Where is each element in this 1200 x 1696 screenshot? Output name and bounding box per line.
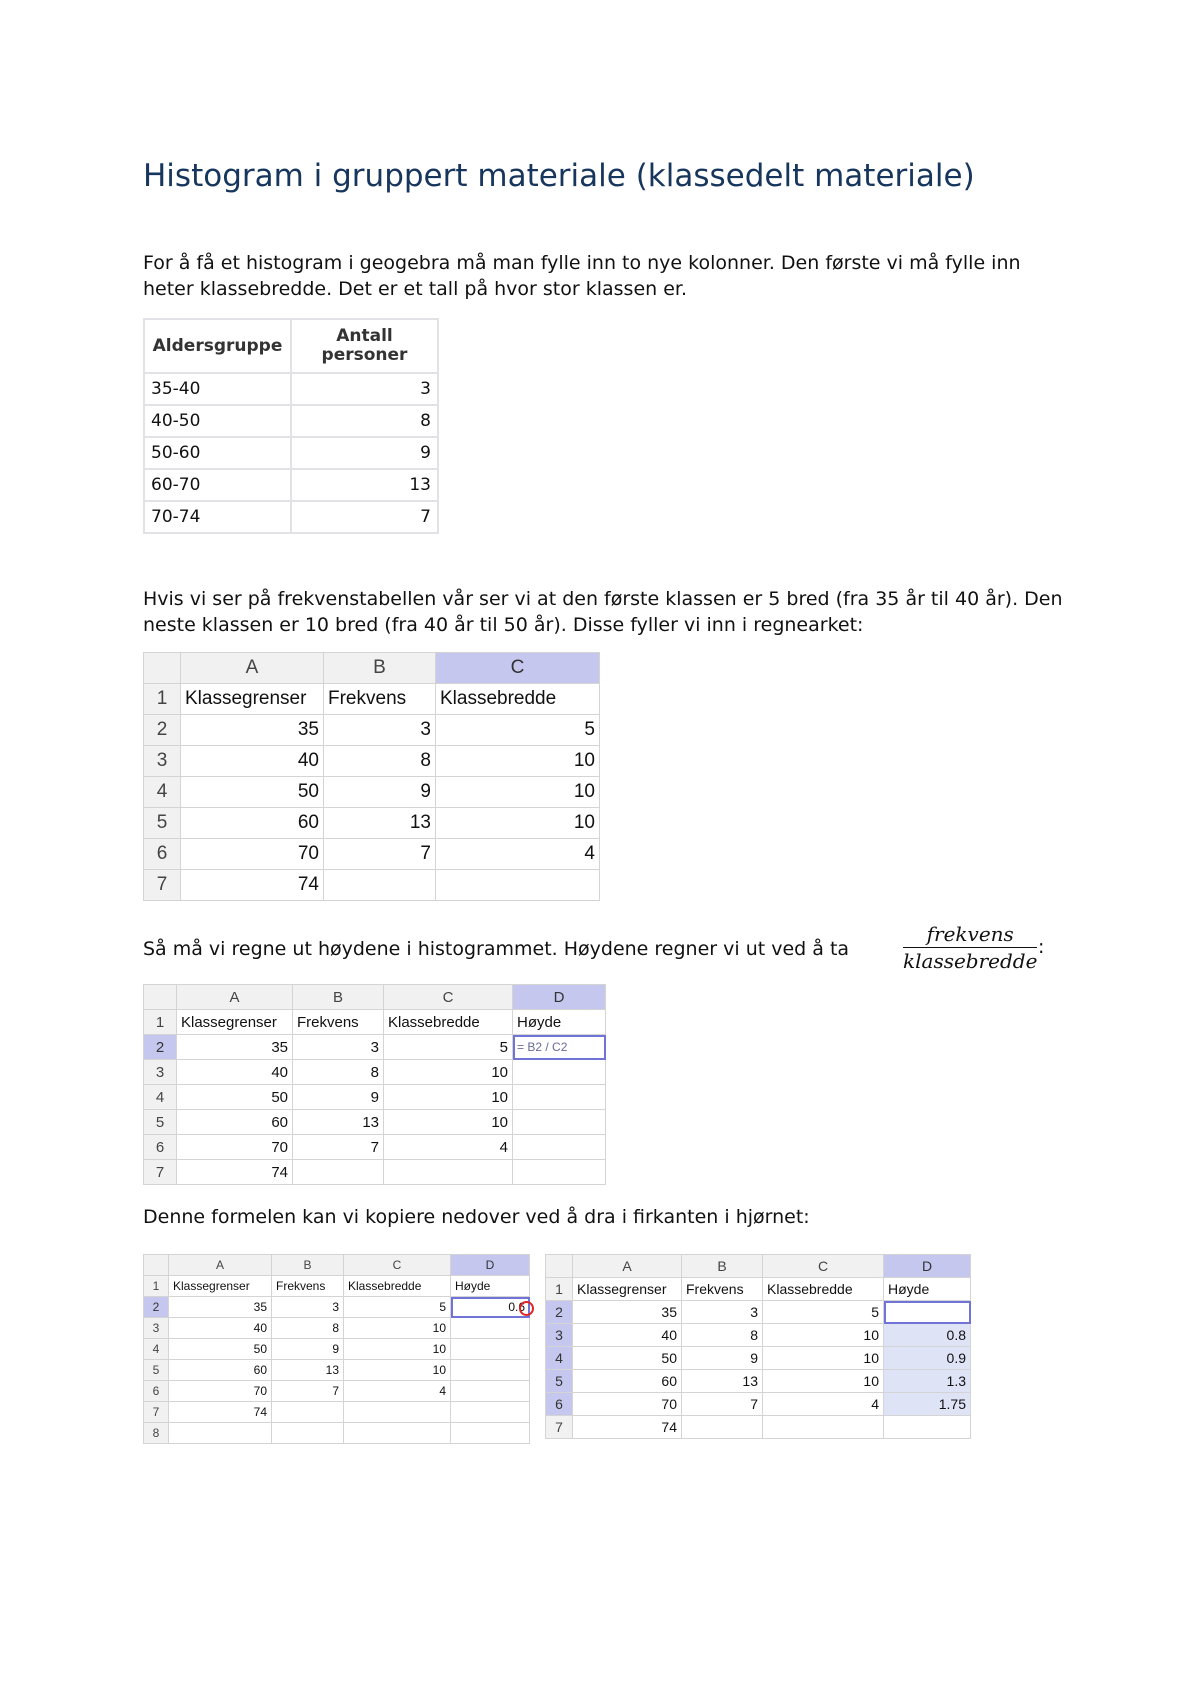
- row-header[interactable]: 3: [144, 1318, 169, 1339]
- cell[interactable]: 74: [573, 1416, 682, 1439]
- cell[interactable]: [513, 1110, 606, 1135]
- corner-cell: [144, 653, 181, 684]
- cell[interactable]: 70: [573, 1393, 682, 1416]
- page-title: Histogram i gruppert materiale (klassedelt materiale): [143, 158, 975, 194]
- cell[interactable]: 8: [272, 1318, 344, 1339]
- row-header[interactable]: 3: [144, 746, 181, 777]
- cell[interactable]: 8: [682, 1324, 763, 1347]
- cell[interactable]: [451, 1423, 530, 1444]
- cell-a1[interactable]: Klassegrenser: [181, 684, 324, 715]
- cell[interactable]: 70: [169, 1381, 272, 1402]
- count-cell: 3: [292, 374, 437, 404]
- cell[interactable]: 1.3: [884, 1370, 971, 1393]
- cell[interactable]: 10: [763, 1347, 884, 1370]
- column-header-b[interactable]: B: [324, 653, 436, 684]
- height-paragraph: Så må vi regne ut høydene i histogrammet. Høydene regner vi ut ved å ta: [143, 938, 850, 960]
- cell[interactable]: 10: [344, 1339, 451, 1360]
- spreadsheet-before-drag: [143, 1254, 530, 1444]
- age-group-cell: 70-74: [145, 502, 290, 532]
- row-header[interactable]: 5: [546, 1370, 573, 1393]
- frequency-table: [143, 318, 439, 534]
- cell[interactable]: 5: [436, 715, 600, 746]
- cell[interactable]: 70: [181, 839, 324, 870]
- cell[interactable]: [451, 1381, 530, 1402]
- row-header[interactable]: 3: [144, 1060, 177, 1085]
- cell[interactable]: 9: [272, 1339, 344, 1360]
- row-header[interactable]: 6: [144, 1381, 169, 1402]
- row-header[interactable]: 7: [144, 1160, 177, 1185]
- formula-input-cell[interactable]: = B2 / C2: [513, 1035, 606, 1060]
- cell[interactable]: 7: [293, 1135, 384, 1160]
- row-header[interactable]: 4: [144, 777, 181, 808]
- copy-paragraph: Denne formelen kan vi kopiere nedover ved å dra i firkanten i hjørnet:: [143, 1206, 810, 1228]
- cell-d1[interactable]: Høyde: [451, 1276, 530, 1297]
- cell[interactable]: 10: [344, 1318, 451, 1339]
- cell[interactable]: [513, 1085, 606, 1110]
- row-header[interactable]: 6: [144, 1135, 177, 1160]
- table-row: [145, 406, 437, 436]
- count-cell: 9: [292, 438, 437, 468]
- fraction-suffix: :: [1038, 936, 1045, 958]
- age-group-cell: 35-40: [145, 374, 290, 404]
- column-header-c[interactable]: C: [436, 653, 600, 684]
- row-header[interactable]: 7: [144, 870, 181, 901]
- cell[interactable]: 50: [177, 1085, 293, 1110]
- cell[interactable]: 40: [573, 1324, 682, 1347]
- cell[interactable]: 10: [384, 1060, 513, 1085]
- cell[interactable]: 5: [763, 1301, 884, 1324]
- row-header[interactable]: 1: [546, 1278, 573, 1301]
- cell-d1[interactable]: Høyde: [884, 1278, 971, 1301]
- cell[interactable]: 10: [436, 777, 600, 808]
- row-header[interactable]: 2: [144, 1297, 169, 1318]
- cell[interactable]: [451, 1360, 530, 1381]
- cell[interactable]: 50: [169, 1339, 272, 1360]
- cell[interactable]: [451, 1402, 530, 1423]
- header-count: Antall personer: [292, 320, 437, 372]
- fill-handle-marker-icon[interactable]: [519, 1301, 534, 1316]
- cell[interactable]: 10: [436, 746, 600, 777]
- cell[interactable]: 3: [272, 1297, 344, 1318]
- count-cell: 8: [292, 406, 437, 436]
- cell[interactable]: 3: [324, 715, 436, 746]
- row-header[interactable]: 6: [546, 1393, 573, 1416]
- cell[interactable]: [324, 870, 436, 901]
- frequency-table-header: [145, 320, 437, 372]
- intro-paragraph: For å få et histogram i geogebra må man fylle inn to nye kolonner. Den første vi må fylle inn heter klassebredde. Det er et tall på hvor stor klassen er.: [143, 252, 1021, 300]
- cell[interactable]: 60: [169, 1360, 272, 1381]
- cell[interactable]: 35: [177, 1035, 293, 1060]
- column-header-c[interactable]: C: [384, 985, 513, 1010]
- row-header[interactable]: 8: [144, 1423, 169, 1444]
- cell[interactable]: 7: [324, 839, 436, 870]
- age-group-cell: 40-50: [145, 406, 290, 436]
- cell[interactable]: 9: [682, 1347, 763, 1370]
- cell-c1[interactable]: Klassebredde: [344, 1276, 451, 1297]
- column-header-c[interactable]: C: [763, 1255, 884, 1278]
- column-header-a[interactable]: A: [181, 653, 324, 684]
- cell-c1[interactable]: Klassebredde: [436, 684, 600, 715]
- cell-c1[interactable]: Klassebredde: [763, 1278, 884, 1301]
- table-row: [145, 374, 437, 404]
- column-header-b[interactable]: B: [682, 1255, 763, 1278]
- cell[interactable]: 40: [177, 1060, 293, 1085]
- cell[interactable]: 50: [573, 1347, 682, 1370]
- table-row: [145, 502, 437, 532]
- cell[interactable]: [763, 1416, 884, 1439]
- column-header-b[interactable]: B: [293, 985, 384, 1010]
- cell[interactable]: 4: [384, 1135, 513, 1160]
- table-row: [145, 470, 437, 500]
- spreadsheet-after-drag: [545, 1254, 971, 1439]
- cell[interactable]: [344, 1402, 451, 1423]
- cell[interactable]: [293, 1160, 384, 1185]
- column-header-a[interactable]: A: [177, 985, 293, 1010]
- cell[interactable]: 13: [324, 808, 436, 839]
- cell[interactable]: [272, 1402, 344, 1423]
- cell[interactable]: 60: [573, 1370, 682, 1393]
- cell[interactable]: 60: [181, 808, 324, 839]
- cell-a1[interactable]: Klassegrenser: [573, 1278, 682, 1301]
- row-header[interactable]: 6: [144, 839, 181, 870]
- cell[interactable]: [513, 1160, 606, 1185]
- fraction-formula: [903, 922, 1037, 973]
- cell[interactable]: 74: [169, 1402, 272, 1423]
- column-header-b[interactable]: B: [272, 1255, 344, 1276]
- cell[interactable]: 7: [272, 1381, 344, 1402]
- selected-result-cell[interactable]: 0.6: [451, 1297, 530, 1318]
- cell[interactable]: 3: [682, 1301, 763, 1324]
- cell[interactable]: [451, 1339, 530, 1360]
- row-header[interactable]: 4: [546, 1347, 573, 1370]
- count-cell: 13: [292, 470, 437, 500]
- cell[interactable]: 40: [169, 1318, 272, 1339]
- cell[interactable]: 1.75: [884, 1393, 971, 1416]
- column-header-c[interactable]: C: [344, 1255, 451, 1276]
- column-header-a[interactable]: A: [169, 1255, 272, 1276]
- fraction-numerator: frekvens: [903, 922, 1037, 948]
- cell[interactable]: 10: [763, 1370, 884, 1393]
- spreadsheet-formula: [143, 984, 606, 1185]
- cell-d1[interactable]: Høyde: [513, 1010, 606, 1035]
- cell[interactable]: [436, 870, 600, 901]
- cell[interactable]: 7: [682, 1393, 763, 1416]
- cell[interactable]: 9: [324, 777, 436, 808]
- cell[interactable]: [884, 1301, 971, 1324]
- cell[interactable]: 8: [324, 746, 436, 777]
- row-header[interactable]: 4: [144, 1339, 169, 1360]
- cell-b1[interactable]: Frekvens: [682, 1278, 763, 1301]
- cell-c1[interactable]: Klassebredde: [384, 1010, 513, 1035]
- corner-cell: [546, 1255, 573, 1278]
- cell[interactable]: 10: [763, 1324, 884, 1347]
- cell[interactable]: 70: [177, 1135, 293, 1160]
- column-header-d[interactable]: D: [451, 1255, 530, 1276]
- age-group-cell: 50-60: [145, 438, 290, 468]
- cell[interactable]: 8: [293, 1060, 384, 1085]
- cell[interactable]: [384, 1160, 513, 1185]
- cell[interactable]: [513, 1060, 606, 1085]
- cell-b1[interactable]: Frekvens: [293, 1010, 384, 1035]
- header-age-group: Aldersgruppe: [145, 320, 290, 372]
- cell-b1[interactable]: Frekvens: [324, 684, 436, 715]
- corner-cell: [144, 985, 177, 1010]
- row-header[interactable]: 5: [144, 808, 181, 839]
- cell[interactable]: 10: [384, 1085, 513, 1110]
- age-group-cell: 60-70: [145, 470, 290, 500]
- cell[interactable]: [884, 1416, 971, 1439]
- row-header[interactable]: 4: [144, 1085, 177, 1110]
- cell[interactable]: 4: [436, 839, 600, 870]
- column-header-a[interactable]: A: [573, 1255, 682, 1278]
- row-header[interactable]: 3: [546, 1324, 573, 1347]
- cell[interactable]: [169, 1423, 272, 1444]
- cell[interactable]: 0.9: [884, 1347, 971, 1370]
- cell[interactable]: 4: [344, 1381, 451, 1402]
- fraction-denominator: klassebredde: [903, 949, 1038, 973]
- row-header[interactable]: 1: [144, 684, 181, 715]
- cell[interactable]: 13: [682, 1370, 763, 1393]
- row-header[interactable]: 2: [144, 715, 181, 746]
- cell-b1[interactable]: Frekvens: [272, 1276, 344, 1297]
- cell[interactable]: [682, 1416, 763, 1439]
- row-header[interactable]: 7: [144, 1402, 169, 1423]
- corner-cell: [144, 1255, 169, 1276]
- column-header-d[interactable]: D: [513, 985, 606, 1010]
- cell[interactable]: 9: [293, 1085, 384, 1110]
- table-row: [145, 438, 437, 468]
- row-header[interactable]: 2: [546, 1301, 573, 1324]
- cell[interactable]: 4: [763, 1393, 884, 1416]
- row-header[interactable]: 5: [144, 1110, 177, 1135]
- cell[interactable]: 35: [169, 1297, 272, 1318]
- cell[interactable]: [272, 1423, 344, 1444]
- cell-a1[interactable]: Klassegrenser: [177, 1010, 293, 1035]
- cell[interactable]: [513, 1135, 606, 1160]
- cell[interactable]: 13: [293, 1110, 384, 1135]
- cell[interactable]: 5: [344, 1297, 451, 1318]
- cell[interactable]: 10: [436, 808, 600, 839]
- cell[interactable]: 50: [181, 777, 324, 808]
- cell[interactable]: 10: [384, 1110, 513, 1135]
- cell[interactable]: 40: [181, 746, 324, 777]
- cell[interactable]: 0.8: [884, 1324, 971, 1347]
- cell[interactable]: 35: [573, 1301, 682, 1324]
- spreadsheet-klassebredde: [143, 652, 600, 901]
- cell[interactable]: 74: [181, 870, 324, 901]
- cell-a1[interactable]: Klassegrenser: [169, 1276, 272, 1297]
- row-header[interactable]: 1: [144, 1010, 177, 1035]
- cell[interactable]: 60: [177, 1110, 293, 1135]
- cell[interactable]: 35: [181, 715, 324, 746]
- row-header[interactable]: 7: [546, 1416, 573, 1439]
- row-header[interactable]: 2: [144, 1035, 177, 1060]
- column-header-d[interactable]: D: [884, 1255, 971, 1278]
- cell[interactable]: 10: [344, 1360, 451, 1381]
- cell[interactable]: 13: [272, 1360, 344, 1381]
- explanation-paragraph: Hvis vi ser på frekvenstabellen vår ser vi at den første klassen er 5 bred (fra 35 år til 40 år). Den neste klassen er 10 bred (fra 40 år til 50 år). Disse fyller vi inn i regnearket:: [143, 588, 1063, 636]
- cell[interactable]: 5: [384, 1035, 513, 1060]
- row-header[interactable]: 1: [144, 1276, 169, 1297]
- cell[interactable]: 3: [293, 1035, 384, 1060]
- cell[interactable]: 74: [177, 1160, 293, 1185]
- cell[interactable]: [344, 1423, 451, 1444]
- cell[interactable]: [451, 1318, 530, 1339]
- row-header[interactable]: 5: [144, 1360, 169, 1381]
- count-cell: 7: [292, 502, 437, 532]
